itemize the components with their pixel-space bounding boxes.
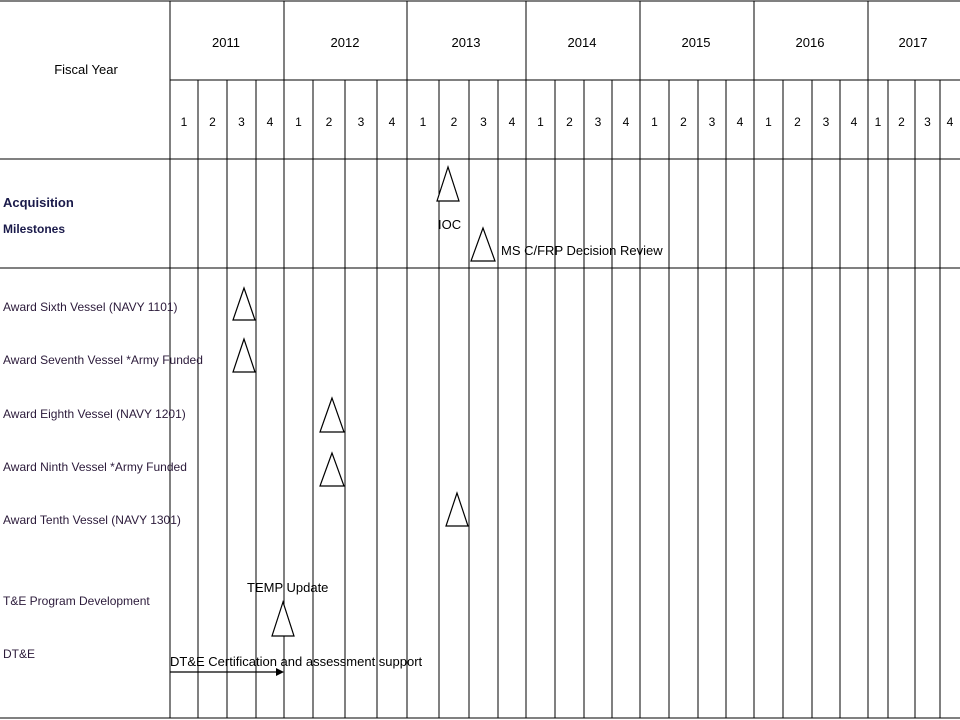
year-label: 2013 bbox=[451, 35, 481, 50]
quarter-label: 4 bbox=[736, 115, 744, 129]
quarter-label: 2 bbox=[450, 115, 458, 129]
year-label: 2014 bbox=[567, 35, 597, 50]
award-sixth-milestone-icon bbox=[233, 288, 255, 320]
quarter-label: 4 bbox=[946, 115, 954, 129]
te-program-label: T&E Program Development bbox=[3, 594, 150, 608]
ms-c-frp-milestone-icon bbox=[471, 228, 495, 261]
quarter-label: 2 bbox=[898, 115, 905, 129]
quarter-label: 2 bbox=[566, 115, 573, 129]
acquisition-label: Acquisition bbox=[3, 195, 74, 210]
award-eighth-label: Award Eighth Vessel (NAVY 1201) bbox=[3, 407, 186, 421]
quarter-label: 2 bbox=[209, 115, 216, 129]
quarter-label: 4 bbox=[622, 115, 630, 129]
year-label: 2012 bbox=[330, 35, 360, 50]
quarter-label: 1 bbox=[765, 115, 772, 129]
award-ninth-milestone-icon bbox=[320, 453, 344, 486]
quarter-label: 3 bbox=[708, 115, 716, 129]
year-label: 2016 bbox=[795, 35, 825, 50]
award-seventh-label: Award Seventh Vessel *Army Funded bbox=[3, 353, 203, 367]
award-eighth-milestone-icon bbox=[320, 398, 344, 432]
ioc-milestone-icon bbox=[437, 167, 459, 201]
dte-activity-label: DT&E Certification and assessment support bbox=[170, 654, 423, 669]
year-labels bbox=[212, 35, 927, 50]
quarter-label: 1 bbox=[537, 115, 544, 129]
dte-label: DT&E bbox=[3, 647, 36, 661]
award-sixth-label: Award Sixth Vessel (NAVY 1101) bbox=[3, 300, 178, 314]
year-label: 2017 bbox=[898, 35, 928, 50]
quarter-label: 3 bbox=[238, 115, 245, 129]
quarter-label: 2 bbox=[325, 115, 333, 129]
quarter-label: 4 bbox=[266, 115, 274, 129]
quarter-label: 4 bbox=[388, 115, 396, 129]
award-seventh-milestone-icon bbox=[233, 339, 255, 372]
quarter-label: 1 bbox=[295, 115, 302, 129]
temp-update-label: TEMP Update bbox=[247, 580, 329, 595]
award-tenth-milestone-icon bbox=[446, 493, 468, 526]
quarter-label: 4 bbox=[850, 115, 858, 129]
dte-arrowhead-icon bbox=[276, 668, 284, 676]
quarter-label: 1 bbox=[419, 115, 427, 129]
ioc-label: IOC bbox=[438, 217, 462, 232]
quarter-label: 3 bbox=[594, 115, 602, 129]
quarter-label: 4 bbox=[508, 115, 516, 129]
milestones-label: Milestones bbox=[3, 222, 66, 236]
quarter-label: 3 bbox=[924, 115, 931, 129]
year-label: 2015 bbox=[681, 35, 711, 50]
award-ninth-label: Award Ninth Vessel *Army Funded bbox=[3, 460, 187, 474]
fiscal-year-label: Fiscal Year bbox=[54, 62, 118, 77]
quarter-label: 3 bbox=[480, 115, 487, 129]
quarter-label: 2 bbox=[794, 115, 801, 129]
year-label: 2011 bbox=[212, 35, 240, 50]
quarter-label: 3 bbox=[822, 115, 830, 129]
quarter-label: 3 bbox=[357, 115, 365, 129]
quarter-label: 1 bbox=[651, 115, 658, 129]
award-tenth-label: Award Tenth Vessel (NAVY 1301) bbox=[3, 513, 181, 527]
quarter-labels bbox=[181, 115, 954, 129]
quarter-label: 1 bbox=[180, 115, 188, 129]
ms-c-frp-label: MS C/FRP Decision Review bbox=[501, 243, 663, 258]
temp-update-milestone-icon bbox=[272, 602, 294, 636]
quarter-label: 1 bbox=[874, 115, 882, 129]
quarter-label: 2 bbox=[680, 115, 687, 129]
